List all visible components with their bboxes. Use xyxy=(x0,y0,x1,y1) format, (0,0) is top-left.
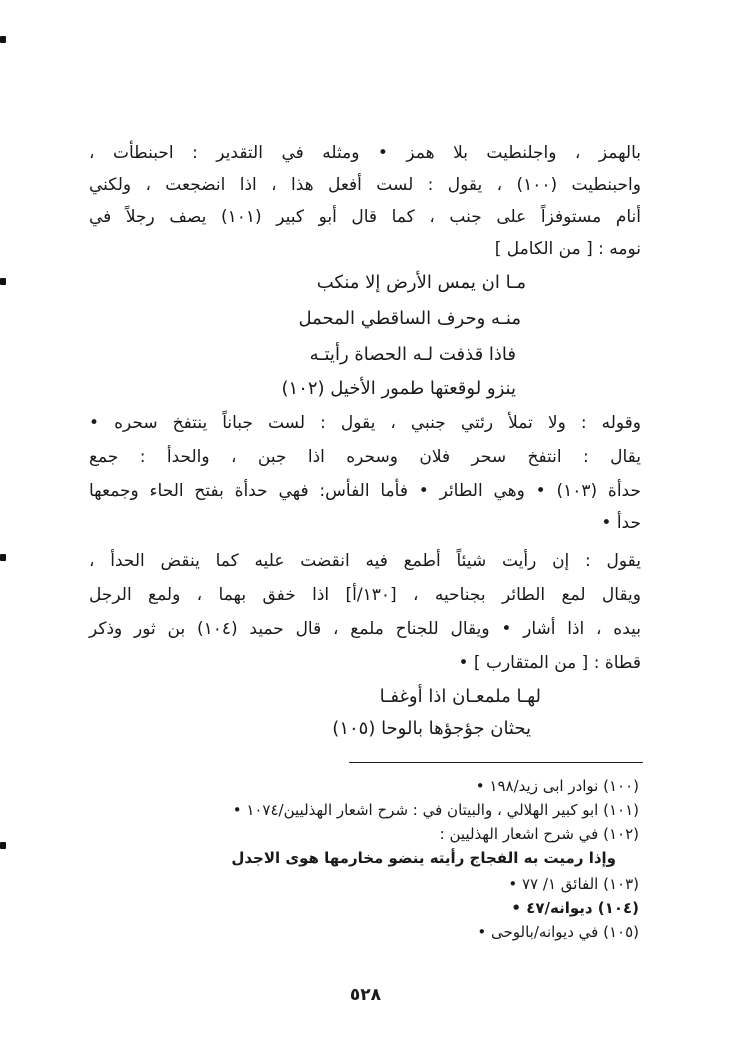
body-line: نومه : [ من الكامل ] xyxy=(494,239,641,259)
body-line: حدأ • xyxy=(601,513,641,533)
footnote: (١٠١) ابو كبير الهلالي ، والبيتان في : شرح اشعار الهذليين/١٠٧٤ • xyxy=(232,801,639,819)
verse-line: ينزو لوقعتها طمور الأخيل (١٠٢) xyxy=(281,378,516,399)
body-line: واحبنطيت (١٠٠) ، يقول : لست أفعل هذا ، اذا انضجعت ، ولكني xyxy=(89,175,641,195)
footnote: (١٠٤) ديوانه/٤٧ • xyxy=(511,899,639,917)
verse-line: منـه وحرف الساقطي المحمل xyxy=(298,308,521,329)
margin-mark xyxy=(0,554,6,561)
footnote: (١٠٣) الفائق ١/ ٧٧ • xyxy=(508,875,639,893)
body-line: يقال : انتفخ سحر فلان وسحره اذا جبن ، والحدأ : جمع xyxy=(89,447,641,467)
verse-line: مـا ان يمس الأرض إلا منكب xyxy=(316,272,526,293)
body-line: وقوله : ولا تملأ رئتي جنبي ، يقول : لست جباناً ينتفخ سحره • xyxy=(89,413,641,433)
body-line: بالهمز ، واجلنطيت بلا همز • ومثله في التقدير : احبنطأت ، xyxy=(89,143,641,163)
body-line: قطاة : [ من المتقارب ] • xyxy=(458,653,641,673)
body-line: يقول : إن رأيت شيئاً أطمع فيه انقضت عليه كما ينقض الحدأ ، xyxy=(89,551,641,571)
footnote: (١٠٢) في شرح اشعار الهذليين : xyxy=(439,825,639,843)
body-line: حدأة (١٠٣) • وهي الطائر • فأما الفأس: فهي حدأة بفتح الحاء وجمعها xyxy=(89,481,641,501)
body-line: بيده ، اذا أشار • ويقال للجناح ملمع ، قال حميد (١٠٤) بن ثور وذكر xyxy=(89,619,642,639)
margin-mark xyxy=(0,36,6,43)
verse-line: فاذا قذفت لـه الحصاة رأيتـه xyxy=(309,344,516,365)
footnote: (١٠٥) في ديوانه/بالوحى • xyxy=(477,923,639,941)
margin-mark xyxy=(0,278,6,285)
footnote-verse: وإذا رميت به الفجاج رأيته ينضو مخارمها هوى الاجدل xyxy=(231,849,616,867)
body-line: ويقال لمع الطائر بجناحيه ، [١٣٠/أ] اذا خفق بهما ، ولمع الرجل xyxy=(89,585,641,605)
margin-mark xyxy=(0,842,6,849)
verse-line: يحثان جؤجؤها بالوحا (١٠٥) xyxy=(332,718,531,739)
footnote-separator xyxy=(349,762,643,763)
footnote: (١٠٠) نوادر ابى زيد/١٩٨ • xyxy=(475,777,639,795)
verse-line: لهـا ملمعـان اذا أوغفـا xyxy=(379,686,541,707)
body-line: أنام مستوفزاً على جنب ، كما قال أبو كبير (١٠١) يصف رجلاً في xyxy=(89,207,641,227)
page-number: ٥٢٨ xyxy=(349,985,382,1005)
